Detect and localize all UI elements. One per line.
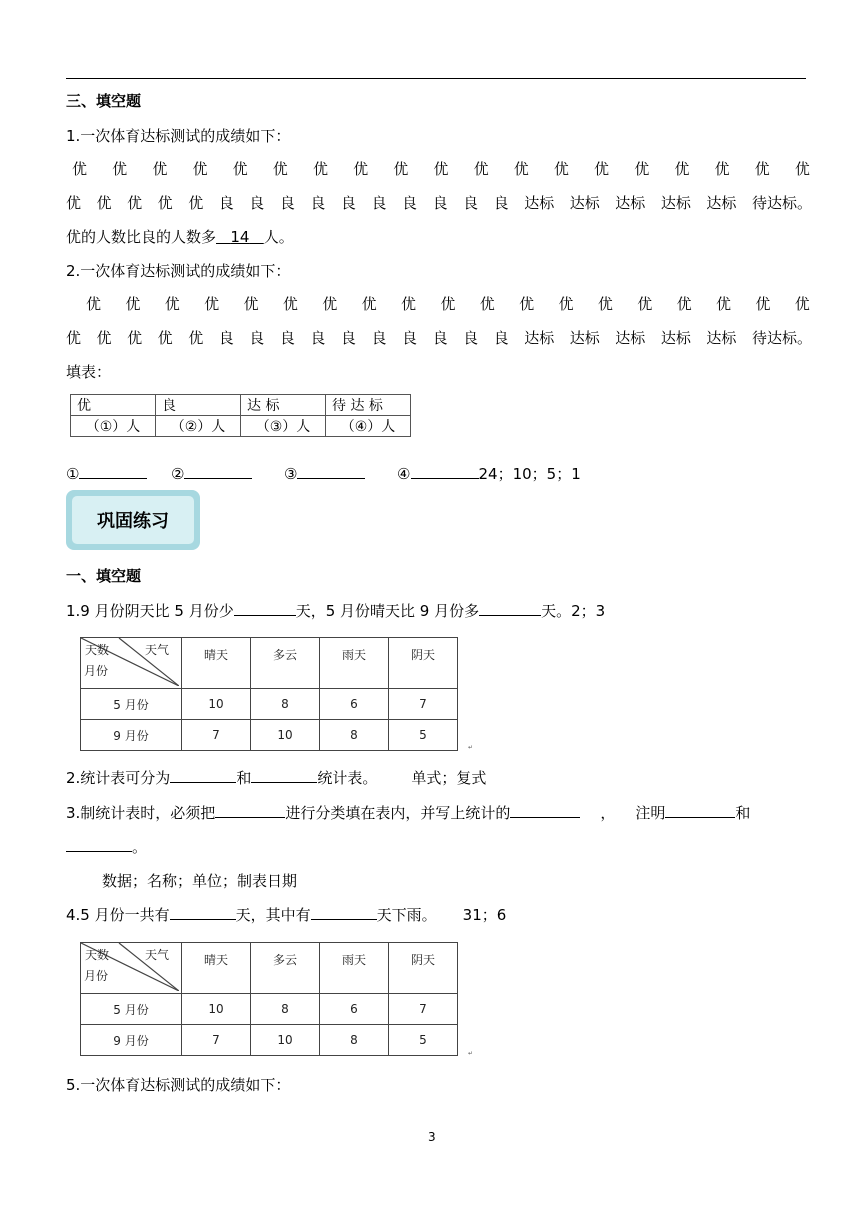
grade-item: 良 xyxy=(493,194,509,212)
grade-item: 良 xyxy=(279,194,295,212)
table-cell: 7 xyxy=(182,1025,251,1056)
exercise-4-answer: 31；6 xyxy=(462,906,507,924)
grade-item: 良 xyxy=(218,194,234,212)
grade-item: 达标 xyxy=(660,194,691,212)
grade-item: 优 xyxy=(96,329,112,347)
row-label: 5 月份 xyxy=(81,994,182,1025)
table-cell: 7 xyxy=(389,994,458,1025)
exercise-1: 1.9 月份阴天比 5 月份少 天，5 月份晴天比 9 月份多 天。2；3 xyxy=(66,602,606,620)
grade-item: 达标 xyxy=(569,194,600,212)
table-cell: 7 xyxy=(389,689,458,720)
grades-row-4 xyxy=(66,327,812,348)
grade-item: 达标 xyxy=(524,329,555,347)
grade-item: 良 xyxy=(310,329,326,347)
grade-item: 优 xyxy=(232,160,248,178)
grade-item: 优 xyxy=(164,295,180,313)
grade-item: 优 xyxy=(714,160,730,178)
exercise-2: 2.统计表可分为 和 统计表。 单式；复式 xyxy=(66,769,487,787)
weather-table-2 xyxy=(80,942,458,1056)
exercise-3-answer: 数据；名称；单位；制表日期 xyxy=(102,872,298,890)
grade-item: 优 xyxy=(637,295,653,313)
question-1-answer: 优的人数比良的人数多 14 人。 xyxy=(66,228,294,246)
answer-14: 14 xyxy=(230,228,250,246)
grade-item: 优 xyxy=(676,295,692,313)
exercise-3: 3.制统计表时，必须把 进行分类填在表内，并写上统计的 ， 注明 和 xyxy=(66,804,751,822)
grades-row-1 xyxy=(72,158,810,179)
grade-item: 优 xyxy=(473,160,489,178)
exercise-3-cont: 。 xyxy=(66,836,147,857)
grade-item: 优 xyxy=(188,194,204,212)
grade-item: 良 xyxy=(279,329,295,347)
grade-item: 达标 xyxy=(660,329,691,347)
grade-item: 优 xyxy=(282,295,298,313)
grade-item: 待达标。 xyxy=(751,194,812,212)
grade-item: 优 xyxy=(312,160,328,178)
question-2-title: 2.一次体育达标测试的成绩如下： xyxy=(66,262,291,280)
grade-item: 良 xyxy=(249,194,265,212)
table-row xyxy=(81,689,458,720)
grade-item: 达标 xyxy=(615,329,646,347)
section-heading-1: 一、填空题 xyxy=(66,567,142,585)
grade-item: 达标 xyxy=(706,329,737,347)
grade-item: 良 xyxy=(463,194,479,212)
grade-item: 达标 xyxy=(524,194,555,212)
column-header: 多云 xyxy=(251,943,320,994)
grade-item: 优 xyxy=(716,295,732,313)
page-number: 3 xyxy=(428,1130,436,1144)
section-badge xyxy=(66,490,200,550)
row-label: 9 月份 xyxy=(81,1025,182,1056)
grade-item: 优 xyxy=(519,295,535,313)
grade-item: 优 xyxy=(66,194,82,212)
grade-item: 良 xyxy=(432,329,448,347)
grades-row-2 xyxy=(66,192,812,213)
fill-label: 填表： xyxy=(66,363,112,381)
fill-header-0: 优 xyxy=(71,395,156,416)
grade-item: 优 xyxy=(322,295,338,313)
grade-item: 优 xyxy=(243,295,259,313)
table-cell: 6 xyxy=(320,994,389,1025)
grade-item: 优 xyxy=(361,295,377,313)
grade-item: 优 xyxy=(72,160,88,178)
grade-item: 优 xyxy=(353,160,369,178)
grade-item: 优 xyxy=(86,295,102,313)
grade-item: 良 xyxy=(310,194,326,212)
table-row xyxy=(81,1025,458,1056)
table-cell: 8 xyxy=(251,994,320,1025)
grade-item: 良 xyxy=(340,329,356,347)
exercise-4: 4.5 月份一共有 天，其中有 天下雨。 31；6 xyxy=(66,906,507,924)
table-corner: 天数 天气 月份 xyxy=(81,638,182,689)
grade-item: 优 xyxy=(272,160,288,178)
table-cell: 5 xyxy=(389,720,458,751)
grade-item: 优 xyxy=(152,160,168,178)
column-header: 阴天 xyxy=(389,638,458,689)
fill-cell-3: （④）人 xyxy=(326,416,411,437)
grade-item: 优 xyxy=(755,295,771,313)
table-cell: 10 xyxy=(182,689,251,720)
grade-item: 优 xyxy=(204,295,220,313)
grade-item: 优 xyxy=(674,160,690,178)
exercise-5-title: 5.一次体育达标测试的成绩如下： xyxy=(66,1076,291,1094)
grade-item: 优 xyxy=(440,295,456,313)
grade-item: 优 xyxy=(66,329,82,347)
table-cell: 10 xyxy=(251,1025,320,1056)
grade-item: 良 xyxy=(218,329,234,347)
column-header: 晴天 xyxy=(182,638,251,689)
grade-item: 达标 xyxy=(569,329,600,347)
table-corner: 天数 天气 月份 xyxy=(81,943,182,994)
section-heading-3: 三、填空题 xyxy=(66,92,142,110)
column-header: 雨天 xyxy=(320,943,389,994)
column-header: 多云 xyxy=(251,638,320,689)
grade-item: 优 xyxy=(192,160,208,178)
exercise-2-answer: 单式；复式 xyxy=(411,769,487,787)
grade-item: 良 xyxy=(432,194,448,212)
grade-item: 待达标。 xyxy=(751,329,812,347)
column-header: 雨天 xyxy=(320,638,389,689)
grade-item: 优 xyxy=(513,160,529,178)
grade-item: 优 xyxy=(188,329,204,347)
grade-item: 良 xyxy=(493,329,509,347)
grade-item: 优 xyxy=(393,160,409,178)
table-row xyxy=(81,994,458,1025)
grade-item: 优 xyxy=(594,160,610,178)
grade-item: 优 xyxy=(125,295,141,313)
fill-cell-1: （②）人 xyxy=(156,416,241,437)
grade-item: 良 xyxy=(340,194,356,212)
grade-item: 优 xyxy=(553,160,569,178)
grade-item: 良 xyxy=(463,329,479,347)
fill-cell-2: （③）人 xyxy=(241,416,326,437)
column-header: 晴天 xyxy=(182,943,251,994)
table-cell: 6 xyxy=(320,689,389,720)
grade-item: 良 xyxy=(402,329,418,347)
grade-item: 良 xyxy=(371,194,387,212)
fill-header-1: 良 xyxy=(156,395,241,416)
grade-item: 达标 xyxy=(706,194,737,212)
grade-item: 优 xyxy=(794,160,810,178)
grade-item: 优 xyxy=(558,295,574,313)
section-badge-label: 巩固练习 xyxy=(72,496,194,544)
grade-item: 优 xyxy=(157,329,173,347)
weather-table-1 xyxy=(80,637,458,751)
table-cell: 10 xyxy=(251,720,320,751)
grade-item: 良 xyxy=(371,329,387,347)
grade-item: 优 xyxy=(112,160,128,178)
grade-item: 优 xyxy=(157,194,173,212)
grade-item: 优 xyxy=(634,160,650,178)
row-label: 9 月份 xyxy=(81,720,182,751)
grade-item: 优 xyxy=(433,160,449,178)
grade-item: 优 xyxy=(479,295,495,313)
question-1-title: 1.一次体育达标测试的成绩如下： xyxy=(66,127,291,145)
fill-table xyxy=(70,394,411,437)
table-row xyxy=(81,720,458,751)
table-cell: 8 xyxy=(251,689,320,720)
grade-item: 达标 xyxy=(615,194,646,212)
grade-item: 良 xyxy=(402,194,418,212)
fill-blanks-line: ① ② ③ ④ 24；10；5；1 xyxy=(66,465,581,483)
column-header: 阴天 xyxy=(389,943,458,994)
fill-cell-0: （①）人 xyxy=(71,416,156,437)
grades-row-3 xyxy=(86,293,810,314)
grade-item: 良 xyxy=(249,329,265,347)
grade-item: 优 xyxy=(401,295,417,313)
fill-header-2: 达 标 xyxy=(241,395,326,416)
table-cell: 7 xyxy=(182,720,251,751)
header-rule xyxy=(66,78,806,79)
grade-item: 优 xyxy=(127,329,143,347)
grade-item: 优 xyxy=(754,160,770,178)
table-cell: 5 xyxy=(389,1025,458,1056)
table-cell: 8 xyxy=(320,1025,389,1056)
grade-item: 优 xyxy=(794,295,810,313)
row-label: 5 月份 xyxy=(81,689,182,720)
table-cell: 10 xyxy=(182,994,251,1025)
table-cell: 8 xyxy=(320,720,389,751)
grade-item: 优 xyxy=(96,194,112,212)
grade-item: 优 xyxy=(127,194,143,212)
fill-answer: 24；10；5；1 xyxy=(478,465,581,483)
fill-header-3: 待 达 标 xyxy=(326,395,411,416)
grade-item: 优 xyxy=(597,295,613,313)
